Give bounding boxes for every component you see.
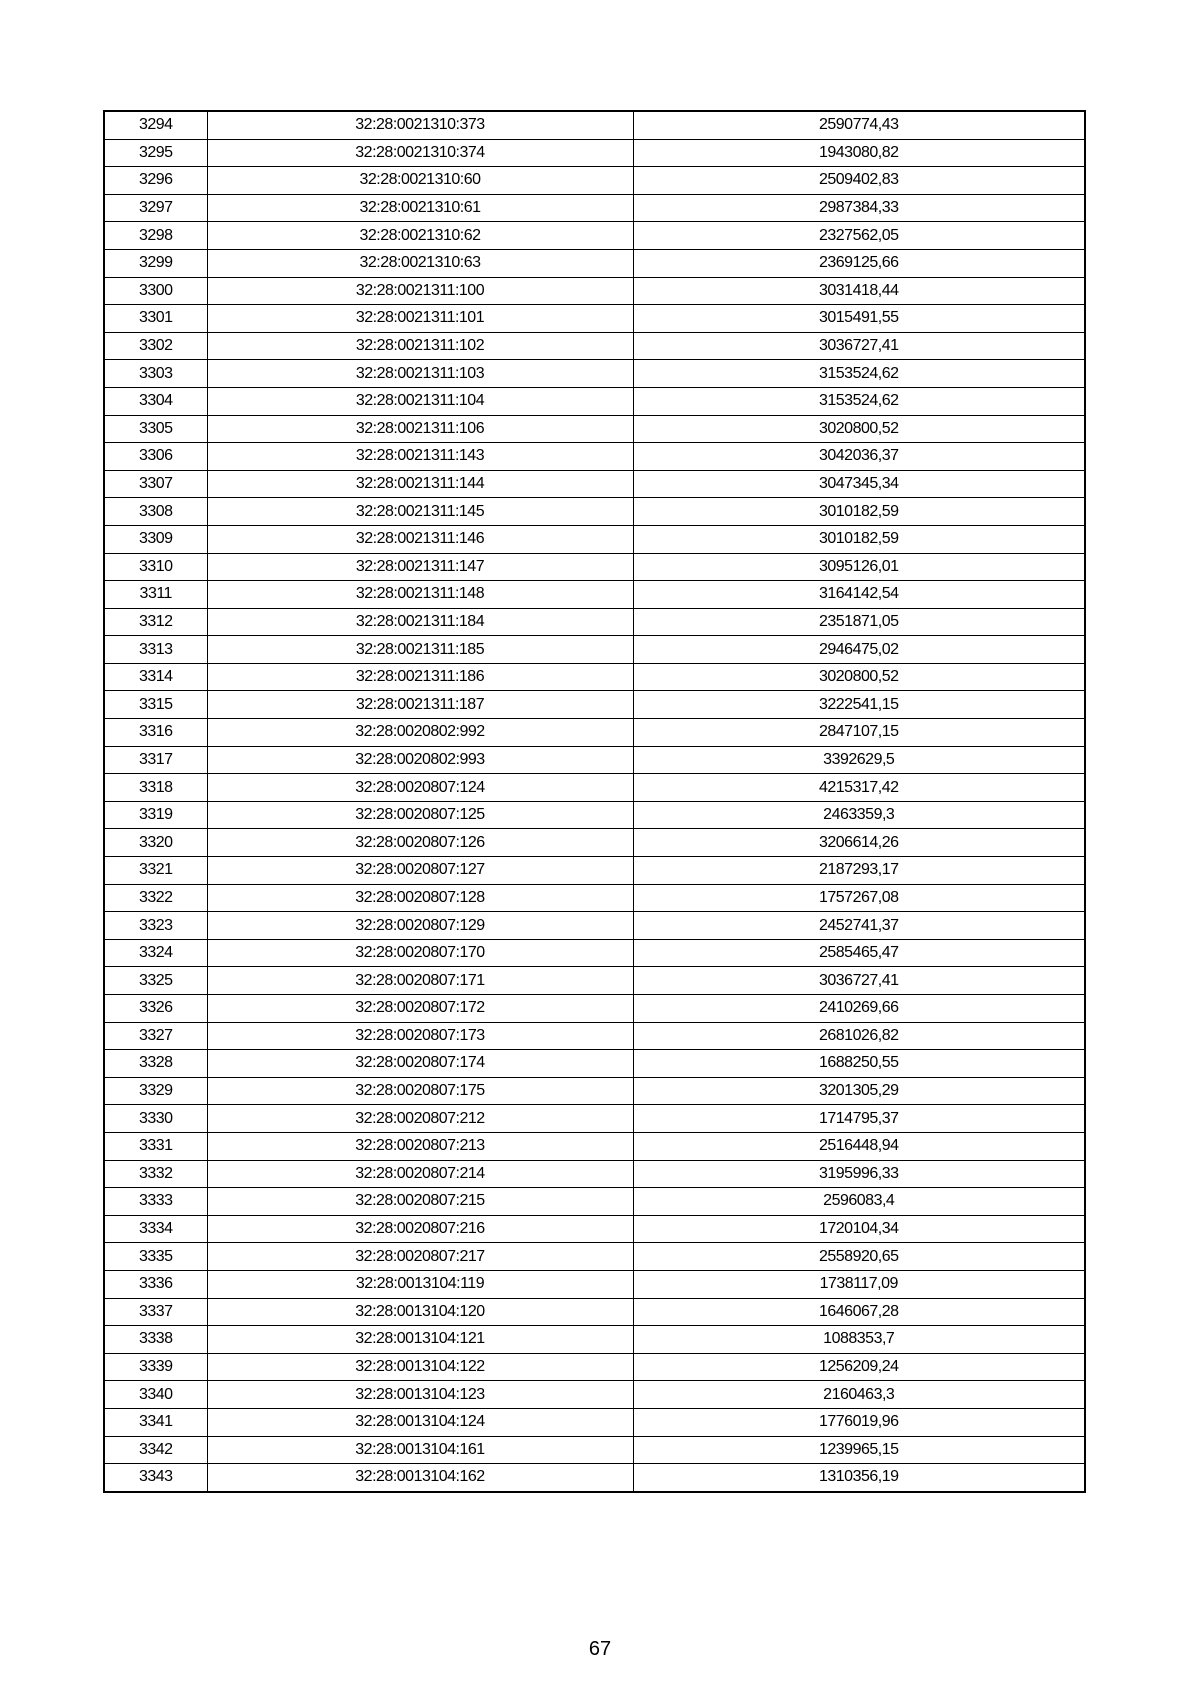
row-number-cell: 3332 [104, 1160, 207, 1188]
cadastral-number-cell: 32:28:0021310:60 [207, 167, 633, 195]
cadastral-number-cell: 32:28:0021311:187 [207, 691, 633, 719]
row-number-cell: 3330 [104, 1105, 207, 1133]
row-number-cell: 3308 [104, 498, 207, 526]
value-cell: 1646067,28 [633, 1298, 1085, 1326]
row-number-cell: 3324 [104, 939, 207, 967]
value-cell: 3222541,15 [633, 691, 1085, 719]
value-cell: 1239965,15 [633, 1436, 1085, 1464]
cadastral-number-cell: 32:28:0020807:175 [207, 1077, 633, 1105]
value-cell: 2596083,4 [633, 1188, 1085, 1216]
cadastral-number-cell: 32:28:0021311:106 [207, 415, 633, 443]
table-row [104, 608, 1085, 636]
table-row [104, 581, 1085, 609]
row-number-cell: 3335 [104, 1243, 207, 1271]
cadastral-number-cell: 32:28:0013104:120 [207, 1298, 633, 1326]
row-number-cell: 3316 [104, 719, 207, 747]
table-row [104, 249, 1085, 277]
table-row [104, 194, 1085, 222]
table-row [104, 1436, 1085, 1464]
value-cell: 3010182,59 [633, 525, 1085, 553]
cadastral-number-cell: 32:28:0020807:129 [207, 912, 633, 940]
value-cell: 2987384,33 [633, 194, 1085, 222]
row-number-cell: 3312 [104, 608, 207, 636]
cadastral-number-cell: 32:28:0020807:217 [207, 1243, 633, 1271]
row-number-cell: 3302 [104, 332, 207, 360]
table-row [104, 443, 1085, 471]
row-number-cell: 3331 [104, 1132, 207, 1160]
table-row [104, 1022, 1085, 1050]
table-row [104, 1188, 1085, 1216]
cadastral-number-cell: 32:28:0020807:212 [207, 1105, 633, 1133]
value-cell: 1310356,19 [633, 1464, 1085, 1492]
cadastral-number-cell: 32:28:0020807:170 [207, 939, 633, 967]
table-row [104, 691, 1085, 719]
cadastral-number-cell: 32:28:0021310:374 [207, 139, 633, 167]
table-row [104, 1353, 1085, 1381]
table-row [104, 305, 1085, 333]
cadastral-number-cell: 32:28:0021310:373 [207, 111, 633, 139]
cadastral-number-cell: 32:28:0013104:161 [207, 1436, 633, 1464]
row-number-cell: 3343 [104, 1464, 207, 1492]
row-number-cell: 3340 [104, 1381, 207, 1409]
table-row [104, 415, 1085, 443]
value-cell: 1714795,37 [633, 1105, 1085, 1133]
row-number-cell: 3325 [104, 967, 207, 995]
cadastral-number-cell: 32:28:0021311:143 [207, 443, 633, 471]
cadastral-number-cell: 32:28:0020807:213 [207, 1132, 633, 1160]
row-number-cell: 3300 [104, 277, 207, 305]
value-cell: 3392629,5 [633, 746, 1085, 774]
table-row [104, 663, 1085, 691]
value-cell: 3195996,33 [633, 1160, 1085, 1188]
row-number-cell: 3294 [104, 111, 207, 139]
cadastral-number-cell: 32:28:0020807:128 [207, 884, 633, 912]
cadastral-number-cell: 32:28:0013104:123 [207, 1381, 633, 1409]
row-number-cell: 3318 [104, 774, 207, 802]
value-cell: 2946475,02 [633, 636, 1085, 664]
row-number-cell: 3329 [104, 1077, 207, 1105]
row-number-cell: 3322 [104, 884, 207, 912]
cadastral-number-cell: 32:28:0021311:148 [207, 581, 633, 609]
table-row [104, 829, 1085, 857]
row-number-cell: 3309 [104, 525, 207, 553]
value-cell: 2463359,3 [633, 801, 1085, 829]
row-number-cell: 3298 [104, 222, 207, 250]
value-cell: 1757267,08 [633, 884, 1085, 912]
row-number-cell: 3314 [104, 663, 207, 691]
value-cell: 2351871,05 [633, 608, 1085, 636]
value-cell: 3206614,26 [633, 829, 1085, 857]
value-cell: 3020800,52 [633, 415, 1085, 443]
value-cell: 4215317,42 [633, 774, 1085, 802]
row-number-cell: 3299 [104, 249, 207, 277]
value-cell: 1738117,09 [633, 1270, 1085, 1298]
value-cell: 2516448,94 [633, 1132, 1085, 1160]
cadastral-number-cell: 32:28:0020807:172 [207, 995, 633, 1023]
row-number-cell: 3317 [104, 746, 207, 774]
row-number-cell: 3311 [104, 581, 207, 609]
row-number-cell: 3301 [104, 305, 207, 333]
value-cell: 2160463,3 [633, 1381, 1085, 1409]
cadastral-number-cell: 32:28:0020807:215 [207, 1188, 633, 1216]
cadastral-number-cell: 32:28:0020802:993 [207, 746, 633, 774]
row-number-cell: 3310 [104, 553, 207, 581]
cadastral-value-table [103, 110, 1086, 1493]
value-cell: 2847107,15 [633, 719, 1085, 747]
page-number: 67 [588, 1638, 612, 1660]
cadastral-number-cell: 32:28:0021311:102 [207, 332, 633, 360]
value-cell: 3153524,62 [633, 360, 1085, 388]
cadastral-number-cell: 32:28:0021311:100 [207, 277, 633, 305]
cadastral-number-cell: 32:28:0021310:61 [207, 194, 633, 222]
value-cell: 3036727,41 [633, 967, 1085, 995]
value-cell: 2585465,47 [633, 939, 1085, 967]
table-row [104, 1270, 1085, 1298]
value-cell: 2509402,83 [633, 167, 1085, 195]
cadastral-number-cell: 32:28:0021311:104 [207, 387, 633, 415]
table-row [104, 139, 1085, 167]
row-number-cell: 3326 [104, 995, 207, 1023]
cadastral-number-cell: 32:28:0020807:124 [207, 774, 633, 802]
table-row [104, 912, 1085, 940]
table-row [104, 746, 1085, 774]
row-number-cell: 3305 [104, 415, 207, 443]
cadastral-number-cell: 32:28:0013104:124 [207, 1408, 633, 1436]
table-row [104, 1077, 1085, 1105]
value-cell: 3095126,01 [633, 553, 1085, 581]
value-cell: 2681026,82 [633, 1022, 1085, 1050]
cadastral-number-cell: 32:28:0020807:125 [207, 801, 633, 829]
row-number-cell: 3321 [104, 857, 207, 885]
row-number-cell: 3307 [104, 470, 207, 498]
value-cell: 1088353,7 [633, 1326, 1085, 1354]
row-number-cell: 3320 [104, 829, 207, 857]
value-cell: 2590774,43 [633, 111, 1085, 139]
row-number-cell: 3339 [104, 1353, 207, 1381]
cadastral-number-cell: 32:28:0020807:171 [207, 967, 633, 995]
cadastral-number-cell: 32:28:0021311:144 [207, 470, 633, 498]
row-number-cell: 3313 [104, 636, 207, 664]
table-row [104, 774, 1085, 802]
value-cell: 3153524,62 [633, 387, 1085, 415]
value-cell: 2327562,05 [633, 222, 1085, 250]
table-row [104, 111, 1085, 139]
table-row [104, 553, 1085, 581]
cadastral-number-cell: 32:28:0020807:216 [207, 1215, 633, 1243]
table-row [104, 857, 1085, 885]
value-cell: 2452741,37 [633, 912, 1085, 940]
cadastral-number-cell: 32:28:0013104:122 [207, 1353, 633, 1381]
table-row [104, 360, 1085, 388]
table-row [104, 939, 1085, 967]
value-cell: 2410269,66 [633, 995, 1085, 1023]
row-number-cell: 3296 [104, 167, 207, 195]
table-row [104, 1464, 1085, 1492]
cadastral-number-cell: 32:28:0021311:101 [207, 305, 633, 333]
row-number-cell: 3334 [104, 1215, 207, 1243]
cadastral-number-cell: 32:28:0020802:992 [207, 719, 633, 747]
table-row [104, 498, 1085, 526]
row-number-cell: 3297 [104, 194, 207, 222]
row-number-cell: 3328 [104, 1050, 207, 1078]
table-row [104, 1050, 1085, 1078]
value-cell: 1256209,24 [633, 1353, 1085, 1381]
row-number-cell: 3319 [104, 801, 207, 829]
row-number-cell: 3327 [104, 1022, 207, 1050]
table-row [104, 636, 1085, 664]
table-row [104, 1326, 1085, 1354]
value-cell: 1720104,34 [633, 1215, 1085, 1243]
table-row [104, 387, 1085, 415]
cadastral-number-cell: 32:28:0021311:146 [207, 525, 633, 553]
cadastral-number-cell: 32:28:0021311:184 [207, 608, 633, 636]
row-number-cell: 3338 [104, 1326, 207, 1354]
row-number-cell: 3323 [104, 912, 207, 940]
table-row [104, 277, 1085, 305]
value-cell: 3047345,34 [633, 470, 1085, 498]
row-number-cell: 3304 [104, 387, 207, 415]
value-cell: 1776019,96 [633, 1408, 1085, 1436]
table-row [104, 1132, 1085, 1160]
value-cell: 2558920,65 [633, 1243, 1085, 1271]
value-cell: 3164142,54 [633, 581, 1085, 609]
table-row [104, 995, 1085, 1023]
row-number-cell: 3336 [104, 1270, 207, 1298]
row-number-cell: 3303 [104, 360, 207, 388]
cadastral-number-cell: 32:28:0020807:126 [207, 829, 633, 857]
cadastral-number-cell: 32:28:0020807:173 [207, 1022, 633, 1050]
value-cell: 2187293,17 [633, 857, 1085, 885]
cadastral-number-cell: 32:28:0021311:147 [207, 553, 633, 581]
cadastral-number-cell: 32:28:0013104:162 [207, 1464, 633, 1492]
value-cell: 3042036,37 [633, 443, 1085, 471]
row-number-cell: 3333 [104, 1188, 207, 1216]
cadastral-number-cell: 32:28:0013104:121 [207, 1326, 633, 1354]
cadastral-number-cell: 32:28:0020807:214 [207, 1160, 633, 1188]
table-row [104, 1160, 1085, 1188]
cadastral-number-cell: 32:28:0021310:62 [207, 222, 633, 250]
cadastral-number-cell: 32:28:0021311:186 [207, 663, 633, 691]
table-row [104, 525, 1085, 553]
cadastral-number-cell: 32:28:0020807:127 [207, 857, 633, 885]
value-cell: 3010182,59 [633, 498, 1085, 526]
value-cell: 3031418,44 [633, 277, 1085, 305]
row-number-cell: 3342 [104, 1436, 207, 1464]
table-row [104, 1298, 1085, 1326]
value-cell: 3015491,55 [633, 305, 1085, 333]
value-cell: 3020800,52 [633, 663, 1085, 691]
table-row [104, 470, 1085, 498]
row-number-cell: 3315 [104, 691, 207, 719]
row-number-cell: 3337 [104, 1298, 207, 1326]
table-row [104, 967, 1085, 995]
row-number-cell: 3341 [104, 1408, 207, 1436]
cadastral-number-cell: 32:28:0020807:174 [207, 1050, 633, 1078]
table-row [104, 1243, 1085, 1271]
table-row [104, 801, 1085, 829]
table-row [104, 1408, 1085, 1436]
row-number-cell: 3295 [104, 139, 207, 167]
table-row [104, 1105, 1085, 1133]
value-cell: 3036727,41 [633, 332, 1085, 360]
table-row [104, 884, 1085, 912]
table-row [104, 332, 1085, 360]
cadastral-number-cell: 32:28:0021311:185 [207, 636, 633, 664]
cadastral-number-cell: 32:28:0021311:103 [207, 360, 633, 388]
cadastral-number-cell: 32:28:0021311:145 [207, 498, 633, 526]
value-cell: 2369125,66 [633, 249, 1085, 277]
table-body [104, 111, 1085, 1492]
cadastral-number-cell: 32:28:0013104:119 [207, 1270, 633, 1298]
row-number-cell: 3306 [104, 443, 207, 471]
table-row [104, 719, 1085, 747]
table-row [104, 167, 1085, 195]
table-row [104, 1215, 1085, 1243]
value-cell: 1688250,55 [633, 1050, 1085, 1078]
table-row [104, 222, 1085, 250]
cadastral-number-cell: 32:28:0021310:63 [207, 249, 633, 277]
value-cell: 1943080,82 [633, 139, 1085, 167]
table-row [104, 1381, 1085, 1409]
value-cell: 3201305,29 [633, 1077, 1085, 1105]
